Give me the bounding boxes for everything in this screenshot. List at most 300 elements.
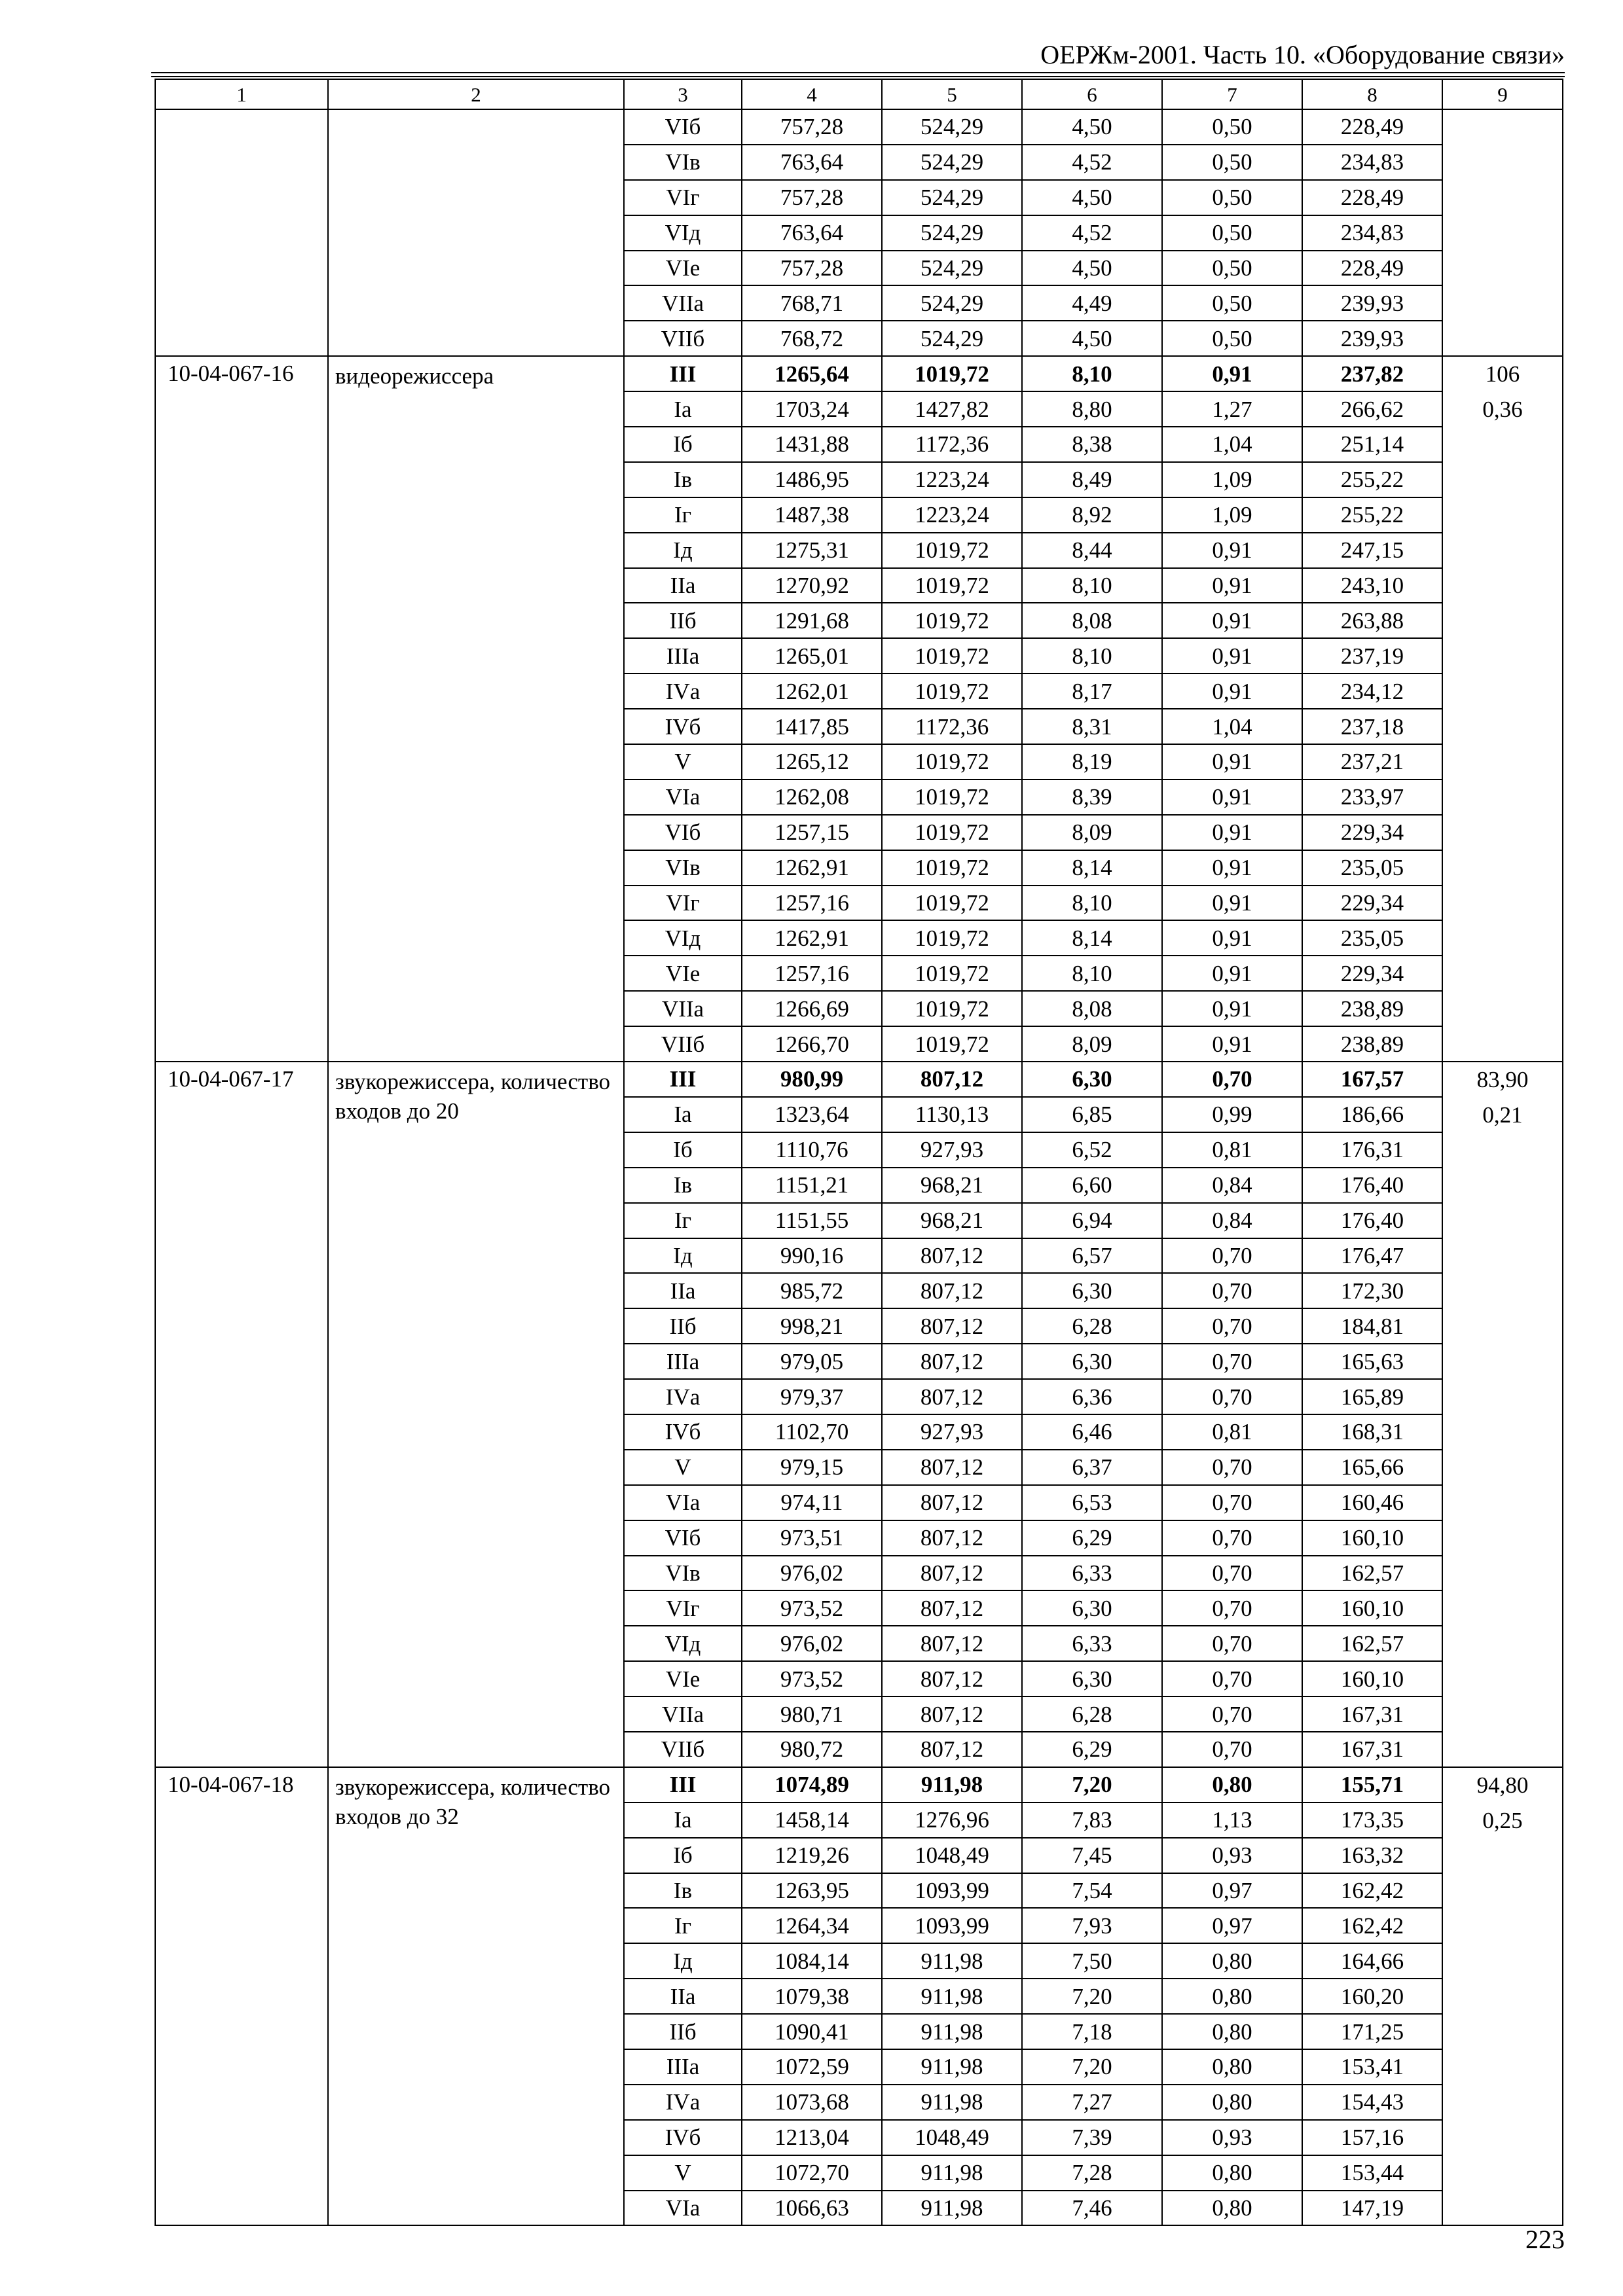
column-header: 5 xyxy=(882,79,1022,109)
value-cell: 0,91 xyxy=(1162,780,1302,815)
page-header-title: ОЕРЖм-2001. Часть 10. «Оборудование связи» xyxy=(1040,40,1565,69)
value-cell: 6,29 xyxy=(1022,1732,1162,1767)
zone-cell: IIа xyxy=(624,1273,742,1308)
value-cell: 8,19 xyxy=(1022,744,1162,780)
value-cell: 239,93 xyxy=(1302,321,1442,356)
value-cell: 155,71 xyxy=(1302,1767,1442,1803)
value-cell: 176,40 xyxy=(1302,1203,1442,1238)
column-header: 1 xyxy=(155,79,328,109)
zone-cell: VIIб xyxy=(624,1026,742,1062)
value-cell: 807,12 xyxy=(882,1732,1022,1767)
value-cell: 1487,38 xyxy=(742,497,882,533)
zone-cell: Iг xyxy=(624,1908,742,1943)
value-cell: 7,28 xyxy=(1022,2155,1162,2191)
value-cell: 167,31 xyxy=(1302,1696,1442,1732)
zone-cell: VIIа xyxy=(624,991,742,1026)
value-cell: 524,29 xyxy=(882,215,1022,251)
value-cell: 8,80 xyxy=(1022,391,1162,427)
column9-value: 83,90 xyxy=(1476,1067,1529,1093)
rate-name xyxy=(328,109,624,356)
value-cell: 973,51 xyxy=(742,1520,882,1556)
value-cell: 4,50 xyxy=(1022,109,1162,145)
value-cell: 229,34 xyxy=(1302,956,1442,991)
value-cell: 7,20 xyxy=(1022,1979,1162,2014)
value-cell: 1262,01 xyxy=(742,673,882,709)
value-cell: 1,13 xyxy=(1162,1803,1302,1838)
value-cell: 234,83 xyxy=(1302,145,1442,180)
value-cell: 7,83 xyxy=(1022,1803,1162,1838)
zone-cell: IIб xyxy=(624,2014,742,2049)
header-rule-top xyxy=(151,72,1565,73)
rate-code: 10-04-067-16 xyxy=(155,356,328,1062)
value-cell: 1,04 xyxy=(1162,427,1302,462)
value-cell: 8,49 xyxy=(1022,462,1162,497)
value-cell: 524,29 xyxy=(882,321,1022,356)
value-cell: 4,50 xyxy=(1022,251,1162,286)
value-cell: 8,92 xyxy=(1022,497,1162,533)
value-cell: 807,12 xyxy=(882,1273,1022,1308)
value-cell: 0,91 xyxy=(1162,356,1302,391)
zone-cell: VIд xyxy=(624,215,742,251)
table-row xyxy=(155,109,1563,145)
zone-cell: VIб xyxy=(624,1520,742,1556)
value-cell: 927,93 xyxy=(882,1132,1022,1168)
value-cell: 6,28 xyxy=(1022,1696,1162,1732)
zone-cell: VIе xyxy=(624,251,742,286)
value-cell: 1019,72 xyxy=(882,568,1022,603)
value-cell: 184,81 xyxy=(1302,1308,1442,1344)
value-cell: 1323,64 xyxy=(742,1097,882,1132)
value-cell: 162,42 xyxy=(1302,1908,1442,1943)
column-header: 6 xyxy=(1022,79,1162,109)
zone-cell: VIг xyxy=(624,180,742,215)
value-cell: 4,49 xyxy=(1022,285,1162,321)
value-cell: 8,14 xyxy=(1022,920,1162,956)
value-cell: 0,70 xyxy=(1162,1450,1302,1485)
value-cell: 979,37 xyxy=(742,1379,882,1414)
value-cell: 0,70 xyxy=(1162,1273,1302,1308)
value-cell: 255,22 xyxy=(1302,497,1442,533)
zone-cell: V xyxy=(624,2155,742,2191)
value-cell: 147,19 xyxy=(1302,2191,1442,2226)
column-header: 7 xyxy=(1162,79,1302,109)
value-cell: 0,80 xyxy=(1162,2049,1302,2085)
zone-cell: IVб xyxy=(624,1414,742,1450)
value-cell: 6,52 xyxy=(1022,1132,1162,1168)
value-cell: 911,98 xyxy=(882,2155,1022,2191)
value-cell: 1102,70 xyxy=(742,1414,882,1450)
value-cell: 524,29 xyxy=(882,109,1022,145)
value-cell: 911,98 xyxy=(882,1979,1022,2014)
value-cell: 165,63 xyxy=(1302,1344,1442,1379)
value-cell: 237,18 xyxy=(1302,709,1442,744)
zone-cell: III xyxy=(624,356,742,391)
value-cell: 807,12 xyxy=(882,1485,1022,1520)
rate-code: 10-04-067-18 xyxy=(155,1767,328,2226)
value-cell: 0,70 xyxy=(1162,1732,1302,1767)
value-cell: 1048,49 xyxy=(882,2120,1022,2155)
value-cell: 1262,08 xyxy=(742,780,882,815)
zone-cell: III xyxy=(624,1767,742,1803)
zone-cell: IVб xyxy=(624,2120,742,2155)
value-cell: 0,50 xyxy=(1162,321,1302,356)
value-cell: 171,25 xyxy=(1302,2014,1442,2049)
value-cell: 0,93 xyxy=(1162,2120,1302,2155)
column-header: 3 xyxy=(624,79,742,109)
value-cell: 1072,59 xyxy=(742,2049,882,2085)
value-cell: 8,10 xyxy=(1022,886,1162,921)
value-cell: 1427,82 xyxy=(882,391,1022,427)
value-cell: 0,50 xyxy=(1162,251,1302,286)
value-cell: 973,52 xyxy=(742,1661,882,1696)
value-cell: 0,91 xyxy=(1162,638,1302,673)
value-cell: 176,47 xyxy=(1302,1238,1442,1274)
value-cell: 990,16 xyxy=(742,1238,882,1274)
value-cell: 1019,72 xyxy=(882,780,1022,815)
value-cell: 1019,72 xyxy=(882,1026,1022,1062)
value-cell: 911,98 xyxy=(882,1943,1022,1979)
zone-cell: VIг xyxy=(624,886,742,921)
value-cell: 266,62 xyxy=(1302,391,1442,427)
rate-name: видеорежиссера xyxy=(328,356,624,1062)
value-cell: 162,42 xyxy=(1302,1873,1442,1909)
column9-value: 0,21 xyxy=(1482,1102,1523,1128)
column9-cell xyxy=(1442,1062,1563,1767)
value-cell: 4,52 xyxy=(1022,145,1162,180)
column9-value: 106 xyxy=(1485,361,1520,387)
zone-cell: VIг xyxy=(624,1590,742,1626)
zone-cell: VIа xyxy=(624,780,742,815)
value-cell: 0,80 xyxy=(1162,2014,1302,2049)
value-cell: 1265,64 xyxy=(742,356,882,391)
value-cell: 162,57 xyxy=(1302,1556,1442,1591)
value-cell: 911,98 xyxy=(882,2014,1022,2049)
value-cell: 0,70 xyxy=(1162,1344,1302,1379)
rate-name: звукорежиссера, количество входов до 32 xyxy=(328,1767,624,2226)
value-cell: 7,50 xyxy=(1022,1943,1162,1979)
value-cell: 0,70 xyxy=(1162,1520,1302,1556)
zone-cell: Iа xyxy=(624,391,742,427)
value-cell: 7,54 xyxy=(1022,1873,1162,1909)
value-cell: 1172,36 xyxy=(882,427,1022,462)
value-cell: 0,97 xyxy=(1162,1908,1302,1943)
value-cell: 0,91 xyxy=(1162,673,1302,709)
value-cell: 1019,72 xyxy=(882,886,1022,921)
value-cell: 1223,24 xyxy=(882,497,1022,533)
value-cell: 176,31 xyxy=(1302,1132,1442,1168)
value-cell: 165,89 xyxy=(1302,1379,1442,1414)
value-cell: 163,32 xyxy=(1302,1838,1442,1873)
value-cell: 6,30 xyxy=(1022,1062,1162,1097)
value-cell: 167,31 xyxy=(1302,1732,1442,1767)
rates-table-body xyxy=(155,79,1563,2225)
value-cell: 0,84 xyxy=(1162,1168,1302,1203)
value-cell: 6,30 xyxy=(1022,1273,1162,1308)
value-cell: 160,20 xyxy=(1302,1979,1442,2014)
value-cell: 160,10 xyxy=(1302,1590,1442,1626)
zone-cell: VIа xyxy=(624,2191,742,2226)
value-cell: 1079,38 xyxy=(742,1979,882,2014)
value-cell: 172,30 xyxy=(1302,1273,1442,1308)
value-cell: 8,08 xyxy=(1022,991,1162,1026)
zone-cell: VIб xyxy=(624,815,742,850)
value-cell: 0,84 xyxy=(1162,1203,1302,1238)
value-cell: 976,02 xyxy=(742,1556,882,1591)
value-cell: 1019,72 xyxy=(882,533,1022,568)
value-cell: 8,09 xyxy=(1022,815,1162,850)
rate-code: 10-04-067-17 xyxy=(155,1062,328,1767)
value-cell: 1262,91 xyxy=(742,920,882,956)
value-cell: 8,10 xyxy=(1022,638,1162,673)
rates-table xyxy=(155,79,1563,2226)
value-cell: 1066,63 xyxy=(742,2191,882,2226)
value-cell: 911,98 xyxy=(882,1767,1022,1803)
value-cell: 263,88 xyxy=(1302,603,1442,638)
value-cell: 173,35 xyxy=(1302,1803,1442,1838)
value-cell: 186,66 xyxy=(1302,1097,1442,1132)
value-cell: 0,80 xyxy=(1162,1979,1302,2014)
page-number: 223 xyxy=(1525,2225,1565,2254)
value-cell: 0,81 xyxy=(1162,1132,1302,1168)
value-cell: 164,66 xyxy=(1302,1943,1442,1979)
value-cell: 0,80 xyxy=(1162,1767,1302,1803)
value-cell: 524,29 xyxy=(882,251,1022,286)
value-cell: 807,12 xyxy=(882,1344,1022,1379)
value-cell: 6,53 xyxy=(1022,1485,1162,1520)
value-cell: 6,85 xyxy=(1022,1097,1162,1132)
value-cell: 6,30 xyxy=(1022,1344,1162,1379)
value-cell: 976,02 xyxy=(742,1626,882,1661)
value-cell: 0,50 xyxy=(1162,145,1302,180)
value-cell: 1172,36 xyxy=(882,709,1022,744)
value-cell: 0,97 xyxy=(1162,1873,1302,1909)
value-cell: 238,89 xyxy=(1302,1026,1442,1062)
value-cell: 8,10 xyxy=(1022,356,1162,391)
value-cell: 968,21 xyxy=(882,1168,1022,1203)
value-cell: 7,27 xyxy=(1022,2085,1162,2120)
value-cell: 8,39 xyxy=(1022,780,1162,815)
column-number-row xyxy=(155,79,1563,109)
value-cell: 176,40 xyxy=(1302,1168,1442,1203)
value-cell: 237,19 xyxy=(1302,638,1442,673)
value-cell: 4,52 xyxy=(1022,215,1162,251)
rate-code xyxy=(155,109,328,356)
value-cell: 1048,49 xyxy=(882,1838,1022,1873)
value-cell: 807,12 xyxy=(882,1062,1022,1097)
zone-cell: VIд xyxy=(624,1626,742,1661)
value-cell: 162,57 xyxy=(1302,1626,1442,1661)
value-cell: 1019,72 xyxy=(882,850,1022,886)
table-row xyxy=(155,356,1563,391)
column9-value: 0,36 xyxy=(1482,397,1523,423)
value-cell: 1213,04 xyxy=(742,2120,882,2155)
zone-cell: VIв xyxy=(624,1556,742,1591)
value-cell: 985,72 xyxy=(742,1273,882,1308)
value-cell: 1073,68 xyxy=(742,2085,882,2120)
value-cell: 0,91 xyxy=(1162,744,1302,780)
value-cell: 165,66 xyxy=(1302,1450,1442,1485)
zone-cell: V xyxy=(624,1450,742,1485)
value-cell: 1019,72 xyxy=(882,744,1022,780)
value-cell: 238,89 xyxy=(1302,991,1442,1026)
value-cell: 1486,95 xyxy=(742,462,882,497)
value-cell: 7,18 xyxy=(1022,2014,1162,2049)
value-cell: 1019,72 xyxy=(882,991,1022,1026)
value-cell: 0,50 xyxy=(1162,285,1302,321)
value-cell: 1257,15 xyxy=(742,815,882,850)
value-cell: 7,39 xyxy=(1022,2120,1162,2155)
column9-value: 94,80 xyxy=(1476,1772,1529,1798)
value-cell: 234,83 xyxy=(1302,215,1442,251)
value-cell: 4,50 xyxy=(1022,180,1162,215)
value-cell: 0,80 xyxy=(1162,2155,1302,2191)
value-cell: 1264,34 xyxy=(742,1908,882,1943)
value-cell: 1130,13 xyxy=(882,1097,1022,1132)
column-header: 2 xyxy=(328,79,624,109)
column9-value: 0,25 xyxy=(1482,1807,1523,1833)
value-cell: 153,44 xyxy=(1302,2155,1442,2191)
value-cell: 0,70 xyxy=(1162,1485,1302,1520)
value-cell: 524,29 xyxy=(882,180,1022,215)
zone-cell: IIа xyxy=(624,568,742,603)
value-cell: 911,98 xyxy=(882,2191,1022,2226)
value-cell: 7,46 xyxy=(1022,2191,1162,2226)
value-cell: 243,10 xyxy=(1302,568,1442,603)
value-cell: 1431,88 xyxy=(742,427,882,462)
value-cell: 807,12 xyxy=(882,1696,1022,1732)
zone-cell: VIб xyxy=(624,109,742,145)
value-cell: 0,50 xyxy=(1162,109,1302,145)
value-cell: 524,29 xyxy=(882,285,1022,321)
value-cell: 0,81 xyxy=(1162,1414,1302,1450)
value-cell: 1257,16 xyxy=(742,886,882,921)
value-cell: 768,72 xyxy=(742,321,882,356)
zone-cell: VIв xyxy=(624,145,742,180)
value-cell: 160,10 xyxy=(1302,1520,1442,1556)
zone-cell: III xyxy=(624,1062,742,1097)
value-cell: 229,34 xyxy=(1302,886,1442,921)
value-cell: 7,45 xyxy=(1022,1838,1162,1873)
value-cell: 807,12 xyxy=(882,1626,1022,1661)
zone-cell: Iб xyxy=(624,1838,742,1873)
value-cell: 1084,14 xyxy=(742,1943,882,1979)
value-cell: 0,70 xyxy=(1162,1556,1302,1591)
value-cell: 8,09 xyxy=(1022,1026,1162,1062)
column-header: 4 xyxy=(742,79,882,109)
value-cell: 1417,85 xyxy=(742,709,882,744)
value-cell: 1223,24 xyxy=(882,462,1022,497)
zone-cell: Iг xyxy=(624,1203,742,1238)
zone-cell: VIIа xyxy=(624,285,742,321)
value-cell: 228,49 xyxy=(1302,109,1442,145)
value-cell: 807,12 xyxy=(882,1556,1022,1591)
value-cell: 0,70 xyxy=(1162,1238,1302,1274)
value-cell: 968,21 xyxy=(882,1203,1022,1238)
zone-cell: Iа xyxy=(624,1097,742,1132)
value-cell: 0,70 xyxy=(1162,1308,1302,1344)
value-cell: 1291,68 xyxy=(742,603,882,638)
value-cell: 228,49 xyxy=(1302,251,1442,286)
value-cell: 6,37 xyxy=(1022,1450,1162,1485)
value-cell: 235,05 xyxy=(1302,850,1442,886)
value-cell: 1703,24 xyxy=(742,391,882,427)
zone-cell: IIа xyxy=(624,1979,742,2014)
value-cell: 0,70 xyxy=(1162,1379,1302,1414)
value-cell: 1,09 xyxy=(1162,462,1302,497)
zone-cell: IIIа xyxy=(624,1344,742,1379)
value-cell: 0,91 xyxy=(1162,533,1302,568)
value-cell: 0,91 xyxy=(1162,815,1302,850)
value-cell: 807,12 xyxy=(882,1238,1022,1274)
value-cell: 768,71 xyxy=(742,285,882,321)
zone-cell: Iб xyxy=(624,1132,742,1168)
zone-cell: Iв xyxy=(624,462,742,497)
value-cell: 1019,72 xyxy=(882,673,1022,709)
zone-cell: VIе xyxy=(624,956,742,991)
value-cell: 8,38 xyxy=(1022,427,1162,462)
value-cell: 974,11 xyxy=(742,1485,882,1520)
value-cell: 0,70 xyxy=(1162,1626,1302,1661)
value-cell: 1276,96 xyxy=(882,1803,1022,1838)
value-cell: 979,15 xyxy=(742,1450,882,1485)
value-cell: 0,80 xyxy=(1162,1943,1302,1979)
value-cell: 1266,69 xyxy=(742,991,882,1026)
table-row xyxy=(155,1767,1563,1803)
zone-cell: Iа xyxy=(624,1803,742,1838)
zone-cell: VIе xyxy=(624,1661,742,1696)
value-cell: 1151,21 xyxy=(742,1168,882,1203)
value-cell: 160,10 xyxy=(1302,1661,1442,1696)
value-cell: 0,91 xyxy=(1162,956,1302,991)
value-cell: 1151,55 xyxy=(742,1203,882,1238)
zone-cell: Iд xyxy=(624,1238,742,1274)
value-cell: 979,05 xyxy=(742,1344,882,1379)
value-cell: 1019,72 xyxy=(882,638,1022,673)
zone-cell: Iд xyxy=(624,1943,742,1979)
value-cell: 6,60 xyxy=(1022,1168,1162,1203)
zone-cell: IIIа xyxy=(624,638,742,673)
zone-cell: IIб xyxy=(624,603,742,638)
zone-cell: VIIб xyxy=(624,321,742,356)
value-cell: 237,82 xyxy=(1302,356,1442,391)
zone-cell: VIIб xyxy=(624,1732,742,1767)
value-cell: 1,09 xyxy=(1162,497,1302,533)
value-cell: 0,70 xyxy=(1162,1661,1302,1696)
zone-cell: VIв xyxy=(624,850,742,886)
value-cell: 0,93 xyxy=(1162,1838,1302,1873)
value-cell: 8,44 xyxy=(1022,533,1162,568)
value-cell: 1262,91 xyxy=(742,850,882,886)
value-cell: 235,05 xyxy=(1302,920,1442,956)
value-cell: 1019,72 xyxy=(882,956,1022,991)
value-cell: 157,16 xyxy=(1302,2120,1442,2155)
column-header: 9 xyxy=(1442,79,1563,109)
value-cell: 1093,99 xyxy=(882,1873,1022,1909)
value-cell: 1090,41 xyxy=(742,2014,882,2049)
value-cell: 8,17 xyxy=(1022,673,1162,709)
value-cell: 6,33 xyxy=(1022,1626,1162,1661)
value-cell: 763,64 xyxy=(742,215,882,251)
value-cell: 757,28 xyxy=(742,109,882,145)
value-cell: 1019,72 xyxy=(882,920,1022,956)
value-cell: 524,29 xyxy=(882,145,1022,180)
value-cell: 6,57 xyxy=(1022,1238,1162,1274)
value-cell: 0,91 xyxy=(1162,568,1302,603)
value-cell: 0,70 xyxy=(1162,1696,1302,1732)
value-cell: 1072,70 xyxy=(742,2155,882,2191)
value-cell: 255,22 xyxy=(1302,462,1442,497)
zone-cell: Iд xyxy=(624,533,742,568)
